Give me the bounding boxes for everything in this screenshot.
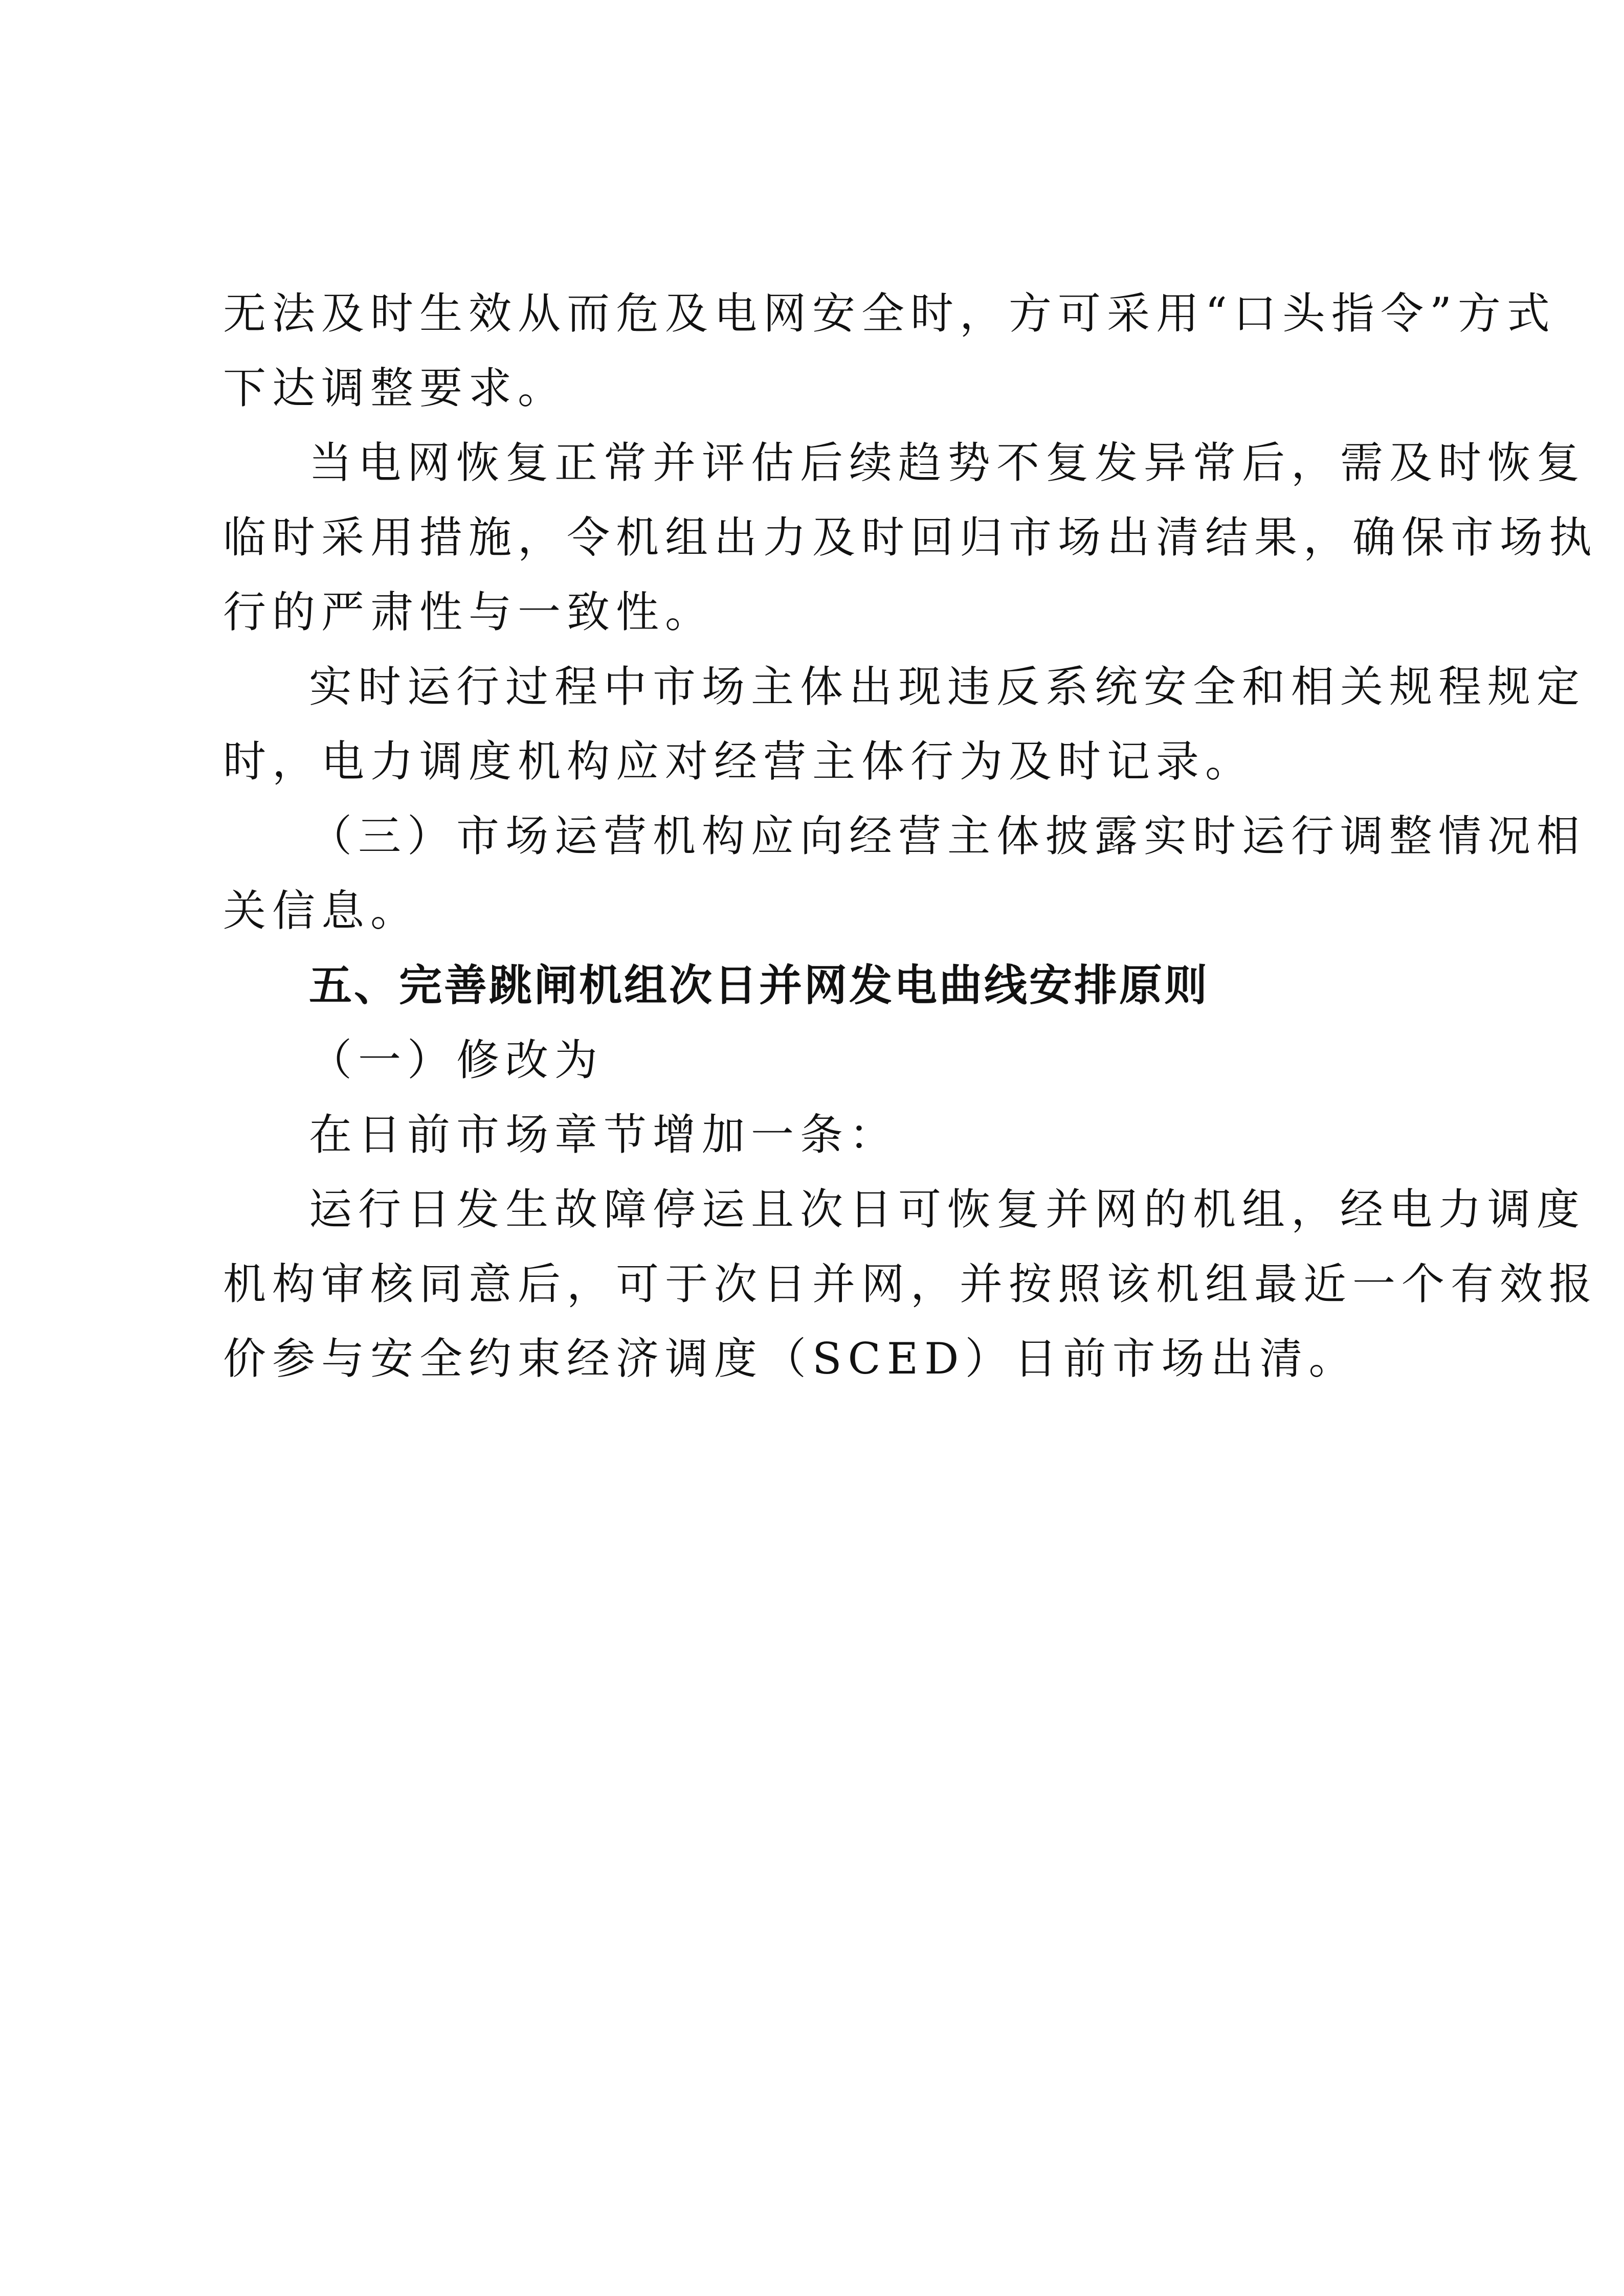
paragraph-violation-record — [223, 649, 1586, 799]
paragraph-line: （三）市场运营机构应向经营主体披露实时运行调整情况相 — [309, 811, 1586, 861]
document-body — [223, 276, 1598, 1396]
section-heading: 五、完善跳闸机组次日并网发电曲线安排原则 — [309, 960, 1210, 1010]
paragraph-verbal-instruction — [223, 276, 1556, 425]
paragraph-line: 下达调整要求。 — [223, 363, 567, 413]
paragraph-disclosure — [223, 799, 1586, 948]
paragraph-line: 临时采用措施，令机组出力及时回归市场出清结果，确保市场执 — [223, 512, 1598, 562]
paragraph-line: 无法及时生效从而危及电网安全时，方可采用“口头指令”方式 — [223, 288, 1556, 339]
sub-item-label: （一）修改为 — [309, 1035, 604, 1085]
paragraph-line: 关信息。 — [223, 886, 420, 936]
paragraph-line: 行的严肃性与一致性。 — [223, 587, 715, 637]
paragraph-line: 实时运行过程中市场主体出现违反系统安全和相关规程规定 — [309, 662, 1586, 712]
paragraph-line: 机构审核同意后，可于次日并网，并按照该机组最近一个有效报 — [223, 1259, 1598, 1309]
intro-text: 在日前市场章节增加一条： — [309, 1110, 899, 1160]
paragraph-line: 价参与安全约束经济调度（SCED）日前市场出清。 — [223, 1334, 1358, 1384]
paragraph-line: 时，电力调度机构应对经营主体行为及时记录。 — [223, 736, 1255, 786]
paragraph-line: 当电网恢复正常并评估后续趋势不复发异常后，需及时恢复 — [309, 438, 1586, 488]
paragraph-tripped-unit — [223, 1172, 1598, 1396]
paragraph-restore-measures — [223, 425, 1598, 649]
paragraph-line: 运行日发生故障停运且次日可恢复并网的机组，经电力调度 — [309, 1184, 1586, 1234]
